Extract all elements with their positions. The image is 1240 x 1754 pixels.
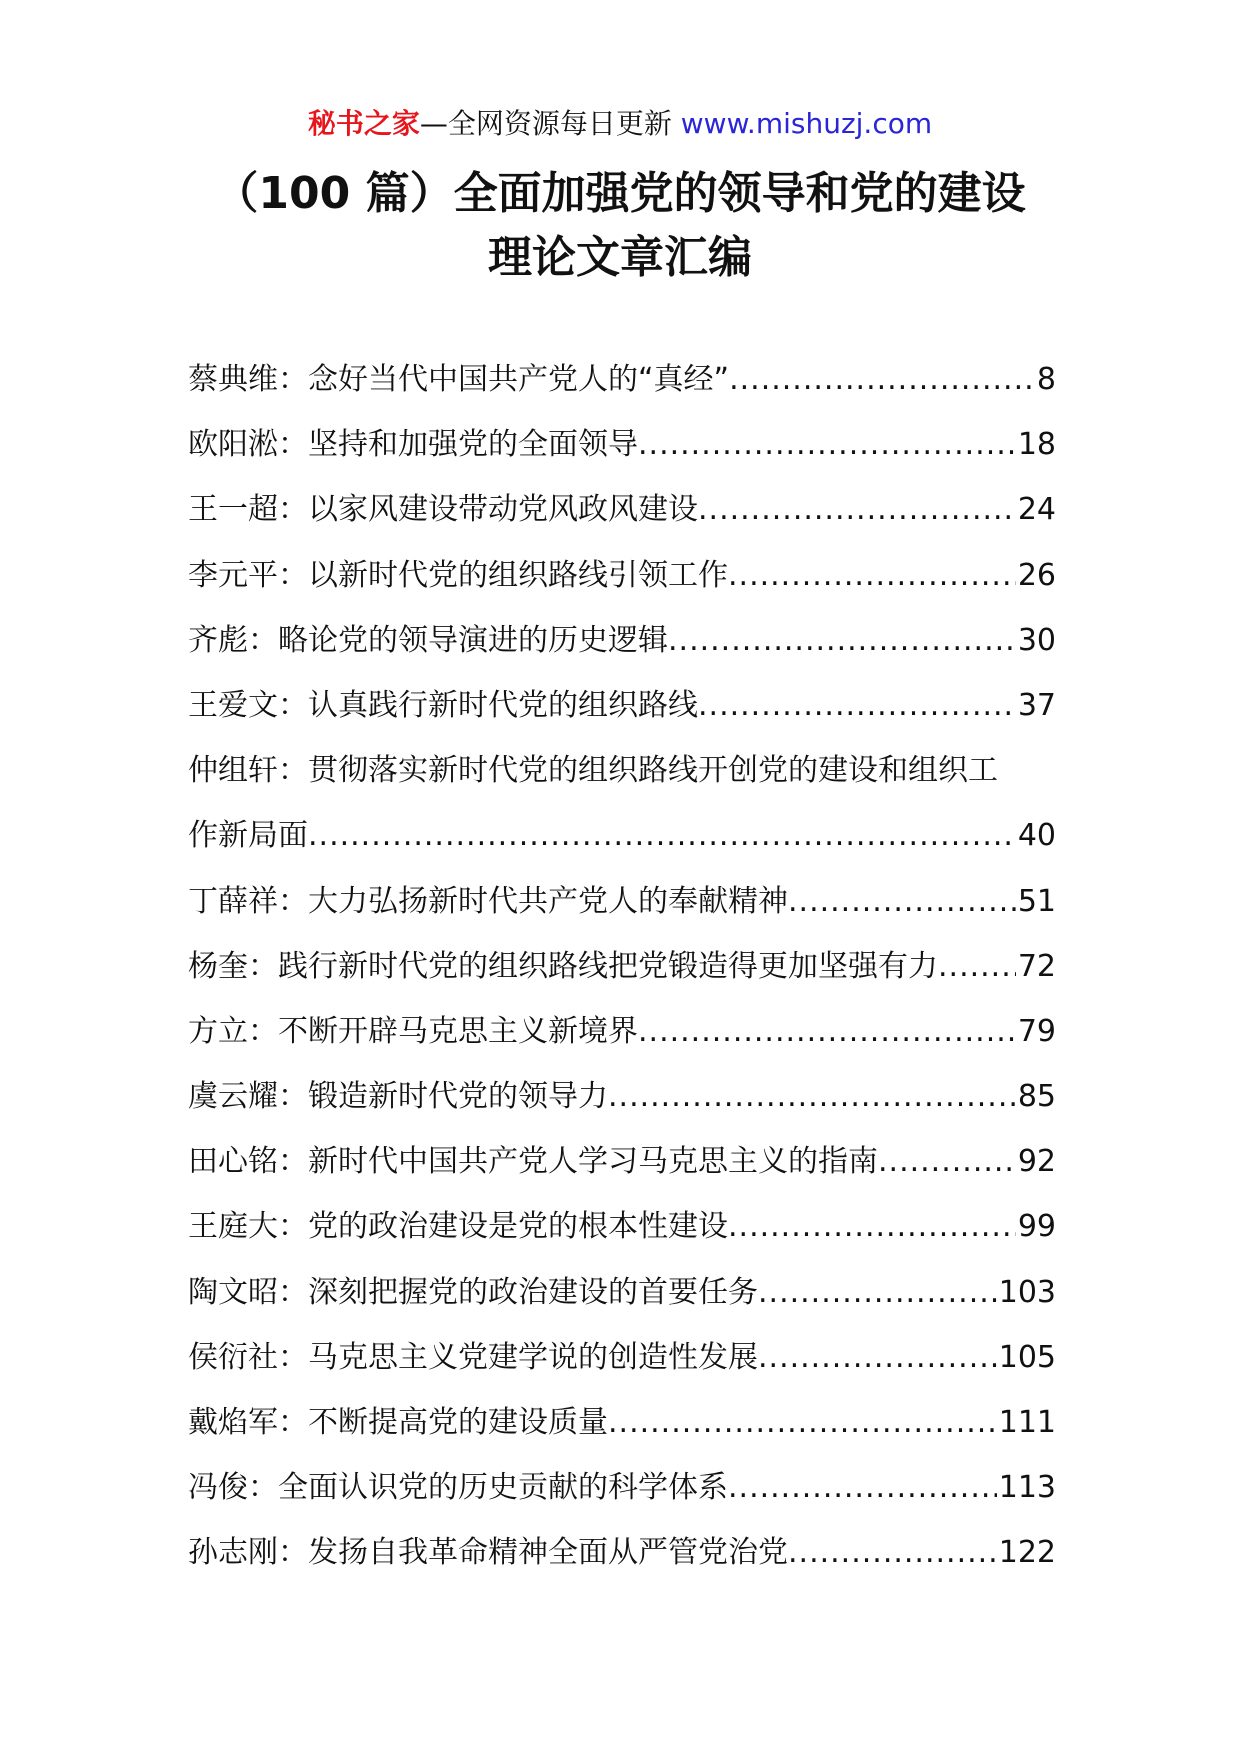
toc-entry[interactable] [188,947,1056,1012]
toc-entry-page: 40 [1017,818,1056,854]
toc-entry-title: 欧阳淞：坚持和加强党的全面领导 [188,427,638,463]
toc-entry-page: 30 [1017,622,1056,658]
toc-entry-title: 侯衍社：马克思主义党建学说的创造性发展 [188,1339,758,1375]
toc-entry-title: 方立：不断开辟马克思主义新境界 [188,1013,638,1049]
site-banner [0,104,1240,144]
toc-entry[interactable] [188,882,1056,947]
toc-entry-page: 26 [1017,557,1056,593]
toc-entry-page: 51 [1017,883,1056,919]
toc-entry-title: 王一超：以家风建设带动党风政风建设 [188,492,698,528]
toc-entry-title: 虞云耀：锻造新时代党的领导力 [188,1079,608,1115]
toc-entry[interactable] [188,816,1056,881]
toc-entry[interactable] [188,1403,1056,1468]
toc-leader-dots [728,1468,997,1508]
toc-entry-title: 王庭大：党的政治建设是党的根本性建设 [188,1209,728,1245]
toc-leader-dots [668,621,1016,661]
toc-entry-page: 111 [998,1405,1056,1440]
toc-entry-page: 18 [1017,427,1056,463]
toc-entry-title: 陶文昭：深刻把握党的政治建设的首要任务 [188,1274,758,1310]
document-title [0,162,1240,290]
toc-leader-dots [608,1403,997,1443]
toc-leader-dots [698,686,1016,726]
toc-entry-title: 冯俊：全面认识党的历史贡献的科学体系 [188,1470,728,1506]
toc-entry-page: 122 [998,1535,1056,1571]
toc-entry-page: 113 [998,1470,1056,1506]
toc-leader-dots [788,1533,997,1573]
toc-entry-title: 丁薛祥：大力弘扬新时代共产党人的奉献精神 [188,883,788,919]
toc-leader-dots [729,360,1035,400]
toc-entry-page: 24 [1017,492,1056,528]
toc-entry-title-line-1[interactable]: 仲组轩：贯彻落实新时代党的组织路线开创党的建设和组织工 [188,753,998,789]
toc-leader-dots [788,882,1016,922]
toc-entry-title: 李元平：以新时代党的组织路线引领工作 [188,557,728,593]
toc-entry[interactable] [188,1468,1056,1533]
toc-entry-title: 戴焰军：不断提高党的建设质量 [188,1405,608,1440]
toc-entry[interactable] [188,360,1056,425]
toc-entry-page: 72 [1017,948,1056,984]
toc-entry[interactable] [188,1533,1056,1598]
toc-entry-title: 齐彪：略论党的领导演进的历史逻辑 [188,622,668,658]
toc-entry[interactable] [188,490,1056,555]
toc-entry-title: 杨奎：践行新时代党的组织路线把党锻造得更加坚强有力 [188,948,938,984]
toc-entry-page: 92 [1017,1144,1056,1180]
toc-leader-dots [938,947,1016,987]
toc-leader-dots [308,816,1016,856]
toc-entry-title: 田心铭：新时代中国共产党人学习马克思主义的指南 [188,1144,878,1180]
toc-entry[interactable] [188,1338,1056,1403]
title-line-1: （100 篇）全面加强党的领导和党的建设 [214,168,1026,219]
toc-leader-dots [638,425,1016,465]
toc-entry[interactable] [188,1273,1056,1338]
toc-leader-dots [728,1207,1016,1247]
toc-leader-dots [878,1142,1016,1182]
toc-entry[interactable] [188,1012,1056,1077]
toc-leader-dots [638,1012,1016,1052]
toc-leader-dots [758,1338,997,1378]
toc-entry[interactable] [188,425,1056,490]
site-slogan: —全网资源每日更新 [419,107,681,140]
toc-entry-title: 王爱文：认真践行新时代党的组织路线 [188,687,698,723]
toc-entry[interactable] [188,1142,1056,1207]
table-of-contents [188,360,1056,1599]
site-brand: 秘书之家 [307,107,420,140]
toc-entry-title: 蔡典维：念好当代中国共产党人的“真经” [188,362,730,397]
toc-entry-title: 作新局面 [188,818,308,854]
toc-leader-dots [758,1273,997,1313]
toc-entry-title: 孙志刚：发扬自我革命精神全面从严管党治党 [188,1535,788,1571]
site-url-link[interactable]: www.mishuzj.com [680,107,933,140]
title-line-2: 理论文章汇编 [488,232,752,283]
toc-entry[interactable] [188,1207,1056,1272]
toc-leader-dots [728,556,1016,596]
toc-entry-page: 8 [1036,362,1056,397]
toc-entry[interactable] [188,686,1056,751]
toc-leader-dots [698,490,1016,530]
toc-entry[interactable] [188,556,1056,621]
toc-entry[interactable] [188,1077,1056,1142]
toc-entry-page: 99 [1017,1209,1056,1245]
toc-entry[interactable] [188,621,1056,686]
toc-entry-page: 37 [1017,687,1056,723]
toc-entry-page: 85 [1017,1079,1056,1115]
toc-entry-page: 103 [998,1274,1056,1310]
toc-entry-page: 105 [998,1339,1056,1375]
toc-entry-page: 79 [1017,1013,1056,1049]
toc-leader-dots [608,1077,1016,1117]
